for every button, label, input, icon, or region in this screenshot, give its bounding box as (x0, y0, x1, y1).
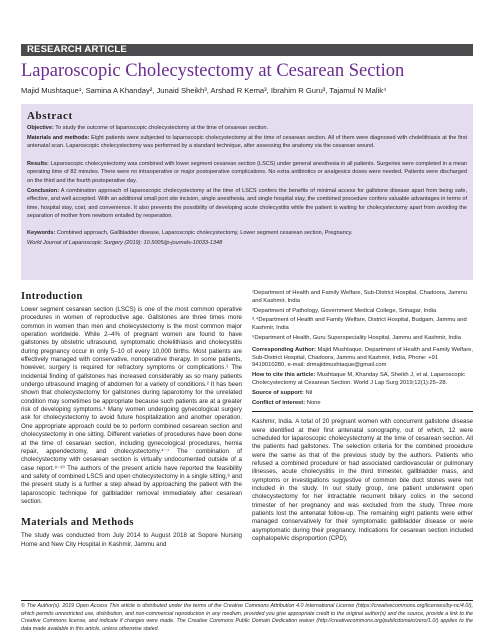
conflict-text: None (305, 399, 321, 406)
introduction-paragraph: Lower segment cesarean section (LSCS) is one of the most common operative procedures in women of reproductive age. Gallstones are three times more common in women than men and cholecystectomy is the most common major operation worldwide. While 2–4% of pregnant women are found to have gallstones by obstetric ultrasound, symptomatic cholelithiasis and cholecystitis during pregnancy occur in only 5–10 of every 10,000 births. Most patients are effectively managed with conservative, nonoperative therapy. In some patients, however, surgery is required for refractory symptoms or complications.¹ The incidental finding of gallstones has increased considerably as so many patients undergo ultrasound imaging of abdomen for a variety of conditions.² It has been shown that cholecystectomy for gallstones during laparotomy for the unrelated condition may sometimes be appropriate because such patients are at a greater risk of developing symptoms.³ Many women undergoing gynecological surgery ask for cholecystectomy to avoid future hospitalization and another operation. One appropriate approach could be to perform combined cesarean section and cholecystectomy in one sitting. Different varieties of procedures have been done at the time of cesarean section, including gynecological procedures, hernia repair, appendectomy, and cholecystectomy.⁴⁻⁷ The combination of cholecystectomy with cesarean section is virtually undocumented outside of a case report.⁸⁻¹⁰ The authors of the present article have reported the feasibility and safety of combined LSCS and open cholecystectomy in a single sitting,⁸ and the present study is a further a step ahead by approaching the patient with the laparoscopic technique for gallbladder removal immediately after cesarean section. (21, 306, 242, 505)
methods-label: Materials and methods: (27, 135, 90, 141)
methods-heading: Materials and Methods (21, 517, 134, 529)
abstract-heading: Abstract (27, 110, 73, 122)
abstract-methods (27, 134, 467, 151)
keywords-text: Combined approach, Gallbladder disease, Laparoscopic cholecystectomy, Lower segment cesarean section, Pregnancy. (55, 230, 353, 236)
affiliation-4: ⁵Department of Health, Guru Superspeciality Hospital, Jammu and Kashmir, India (252, 334, 461, 341)
methods-text: Eight patients were subjected to laparoscopic cholecystectomy at the time of cesarean section. All of them were diagnosed with cholelithiasis at the first antenatal scan. Laparoscopic cholecystectomy was performed by a standard technique, after assessing the anatomy via the cesarean wound. (27, 135, 468, 150)
methods-paragraph: The study was conducted from July 2014 to August 2018 at Sopore Nursing Home and New City Hospital in Kashmir, Jammu and (21, 532, 242, 548)
corresponding-author (252, 347, 473, 370)
objective-text: To study the outcome of laparoscopic cholecystectomy at the time of cesarean section. (53, 125, 269, 131)
how-to-cite (252, 372, 473, 388)
introduction-heading: Introduction (21, 291, 83, 302)
objective-label: Objective: (27, 125, 54, 131)
affiliation-2: ²Department of Pathology, Government Medical College, Srinagar, India (252, 307, 437, 314)
article-type-banner (21, 44, 473, 56)
conflict-of-interest (252, 400, 473, 408)
affiliation-3: ³˒⁴Department of Health and Family Welfare, District Hospital, Budgam, Jammu and Kashmir, India (252, 317, 467, 332)
article-title: Laparoscopic Cholecystectomy at Cesarean Section (21, 61, 405, 81)
author-list: Majid Mushtaque¹, Samina A Khanday², Junaid Sheikh³, Arshad R Kema³, Ibrahim R Guru³, Tajamul N Malik⁴ (21, 86, 387, 95)
affiliation-divider (252, 411, 473, 412)
cite-label: How to cite this article: (252, 372, 316, 379)
abstract-keywords (27, 229, 467, 237)
journal-citation (27, 239, 467, 247)
source-of-support (252, 390, 473, 398)
corresponding-label: Corresponding Author: (252, 346, 316, 353)
abstract-conclusion (27, 187, 467, 221)
conclusion-label: Conclusion: (27, 188, 60, 194)
footer-divider (21, 600, 473, 601)
license-footer: © The Author(s). 2019 Open Access This article is distributed under the terms of the Creative Commons Attribution 4.0 International License (https://creativecommons.org/licenses/by-nc/4.0/), which permits unrestricted use, distribution, and non-commercial reproduction in any medium, provided you give appropriate credit to the original author(s) and the source, provide a link to the Creative Commons license, and indicate if changes were made. The Creative Commons Public Domain Dedication waiver (http://creativecommons.org/publicdomain/zero/1.0/) applies to the data made available in this article, unless otherwise stated. (21, 603, 473, 633)
support-label: Source of support: (252, 389, 304, 396)
methods-continued-paragraph: Kashmir, India. A total of 20 pregnant women with concurrent gallstone disease were identified at their first antenatal sonography, out of which, 12 were scheduled for laparoscopic cholecystectomy at the time of cesarean section. All the patients had gallstones. The selection criteria for the combined procedure were the same as that of the previous study by the authors. Patients who refused a combined procedure or had associated cardiovascular or pulmonary illnesses, acute cholecystitis in the third trimester, gallbladder mass, and symptoms or investigations suggestive of common bile duct stones were not included in the study. In our study group, one patient underwent open cholecystectomy for her intractable recurrent biliary colics in the second trimester of her pregnancy and was excluded from the study. Three more patients lost the antenatal follow-up. The remaining eight patients were either managed conservatively for their symptomatic gallbladder disease or were asymptomatic during their pregnancy. Indications for cesarean section included cephalopelvic disproportion (CPD), (252, 418, 473, 543)
results-text: Laparoscopic cholecystectomy was combined with lower segment cesarean section (LSCS) under general anesthesia in all patients. Surgeries were completed in a mean operating time of 82 minutes. There were no intraoperative or major postoperative complications. No extra antibiotics or analgesics doses were needed. Patients were discharged on the third and the fourth postoperative day. (27, 161, 467, 184)
left-column (21, 290, 242, 549)
conclusion-text: A combination approach of laparoscopic cholecystectomy at the time of LSCS confers the benefits of minimal access for gallstone disease apart from being safe, effective, and well accepted. With an additional small port site incision, single anesthesia, and single hospital stay, the combined procedure confers valuable advantages in terms of time, hospital stay, cost, and convenience. It also prevents the possibility of developing acute cholecystitis while the patient is waiting for cholecystectomy apart from avoiding the separation of mother from newborn entailed by reoperation. (27, 188, 467, 220)
conflict-label: Conflict of interest: (252, 399, 306, 406)
corresponding-text: Majid Mushtaque, Department of Health and Family Welfare, Sub-District Hospital, Chadoora, Jammu and Kashmir, India, Phone: +91 9419010280, e-mail: drmajidmushtaque@gmail.com (252, 346, 473, 369)
affiliation-1: ¹Department of Health and Family Welfare, Sub-District Hospital, Chadoora, Jammu and Kashmir, India (252, 290, 468, 304)
right-column (252, 290, 473, 544)
keywords-label: Keywords: (27, 230, 56, 236)
citation-text: World Journal of Laparoscopic Surgery (2019): 10.5005/jp-journals-10033-1348 (27, 240, 223, 246)
cite-text: Mushtaque M, Khanday SA, Sheikh J, et al. Laparoscopic Cholecystectomy at Cesarean Section. World J Lap Surg 2019;12(1):25–28. (252, 372, 465, 386)
abstract-objective (27, 124, 467, 132)
article-type-label: RESEARCH ARTICLE (27, 44, 127, 55)
results-label: Results: (27, 161, 49, 167)
support-text: Nil (303, 389, 313, 396)
abstract-results (27, 160, 467, 185)
